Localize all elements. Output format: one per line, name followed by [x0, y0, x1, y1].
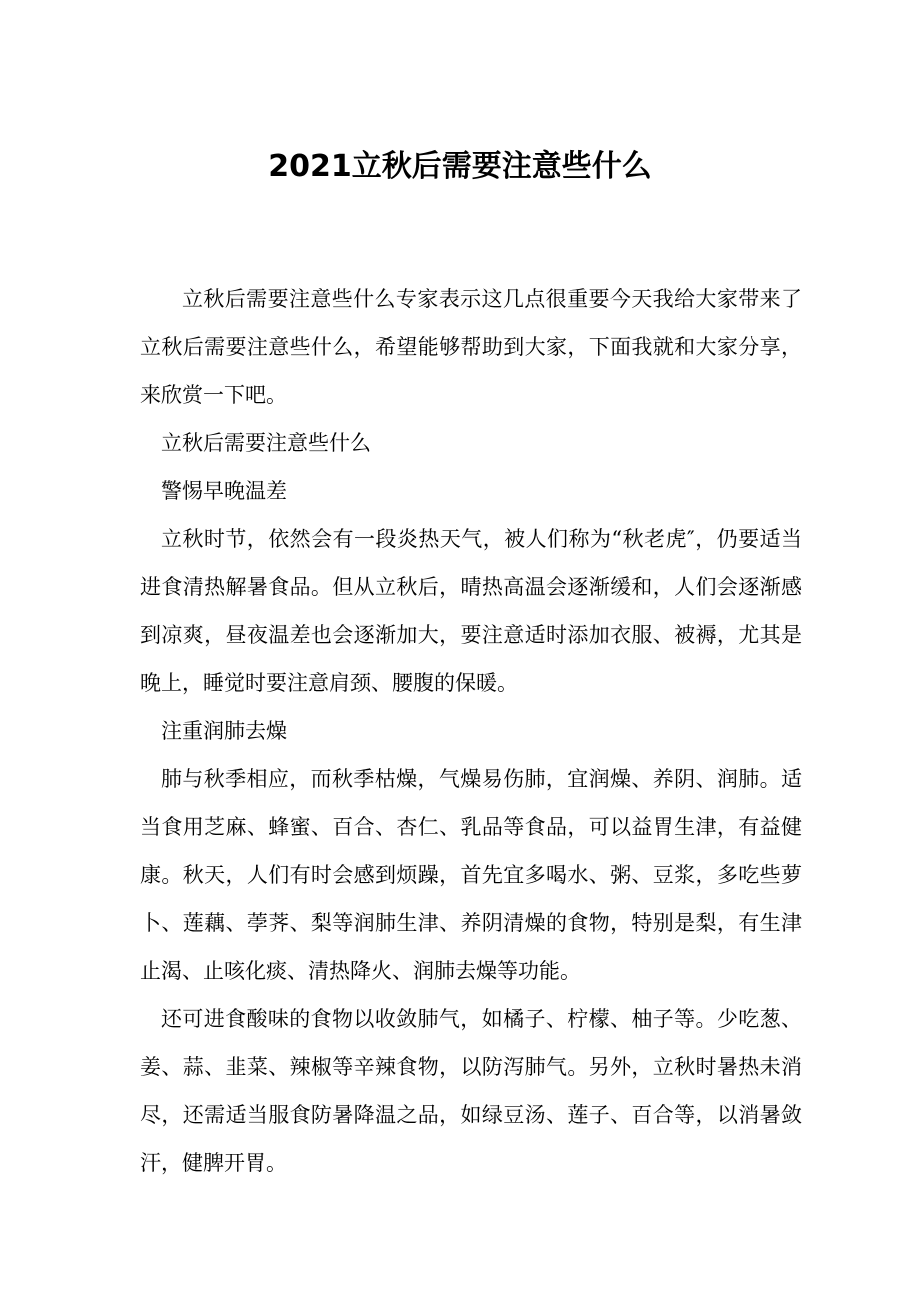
- section-heading-lungs: 注重润肺去燥: [161, 719, 287, 743]
- section-body-lungs: 肺与秋季相应，而秋季枯燥，气燥易伤肺，宜润燥、养阴、润肺。适当食用芝麻、蜂蜜、百合、杏仁、乳品等食品，可以益胃生津，有益健康。秋天，人们有时会感到烦躁，首先宜多喝水、粥、豆浆，多吃些萝卜、莲藕、荸荠、梨等润肺生津、养阴清燥的食物，特别是梨，有生津止渴、止咳化痰、清热降火、润肺去燥等功能。: [140, 767, 802, 983]
- section-body-sour-foods: 还可进食酸味的食物以收敛肺气，如橘子、柠檬、柚子等。少吃葱、姜、蒜、韭菜、辣椒等辛辣食物，以防泻肺气。另外，立秋时暑热未消尽，还需适当服食防暑降温之品，如绿豆汤、莲子、百合等，以消暑敛汗，健脾开胃。: [140, 1007, 802, 1175]
- intro-paragraph: 立秋后需要注意些什么专家表示这几点很重要今天我给大家带来了立秋后需要注意些什么，希望能够帮助到大家，下面我就和大家分享，来欣赏一下吧。: [140, 287, 802, 407]
- section-body-temperature: 立秋时节，依然会有一段炎热天气，被人们称为“秋老虎″，仍要适当进食清热解暑食品。但从立秋后，晴热高温会逐渐缓和，人们会逐渐感到凉爽，昼夜温差也会逐渐加大，要注意适时添加衣服、被褥，尤其是晚上，睡觉时要注意肩颈、腰腹的保暖。: [140, 527, 802, 695]
- section-heading-temperature: 警惕早晚温差: [161, 479, 287, 503]
- document-title: 2021立秋后需要注意些什么: [268, 149, 652, 184]
- subtitle-heading: 立秋后需要注意些什么: [161, 431, 371, 455]
